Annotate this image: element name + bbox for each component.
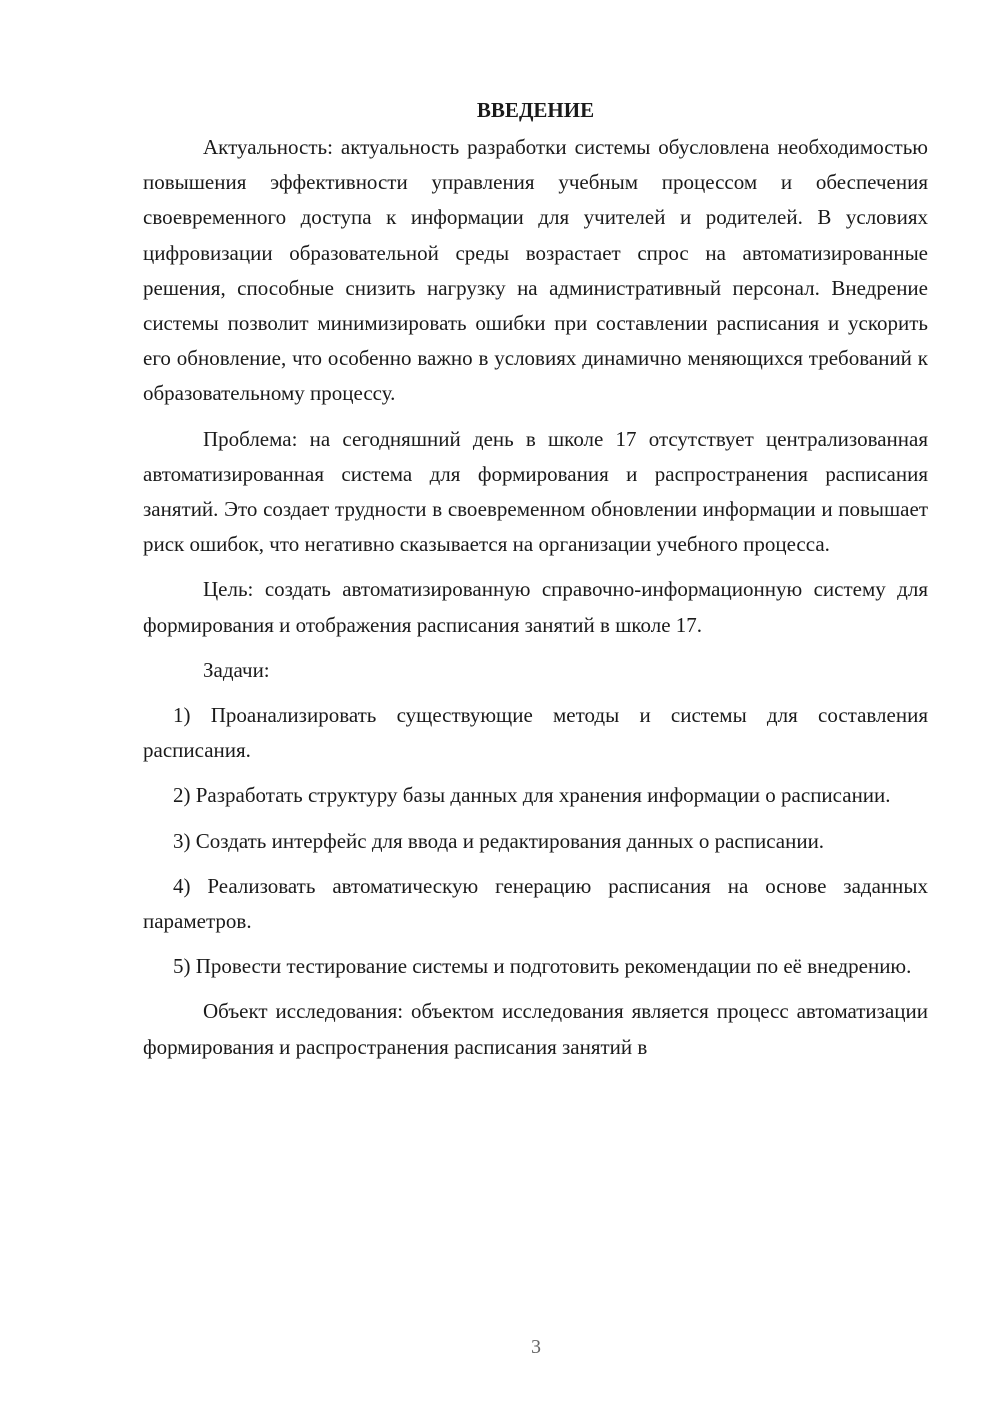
task-item-4: 4) Реализовать автоматическую генерацию расписания на основе заданных параметров. (143, 873, 928, 934)
task-item-3: 3) Создать интерфейс для ввода и редактирования данных о расписании. (173, 828, 825, 853)
task-item-5: 5) Провести тестирование системы и подготовить рекомендации по её внедрению. (173, 954, 912, 979)
page-content (143, 92, 928, 1065)
paragraph-problem: Проблема: на сегодняшний день в школе 17 отсутствует централизованная автоматизированная система для формирования и распространения расписания занятий. Это создает трудности в своевременном обновлении информации и повышает риск ошибок, что негативно сказывается на организации учебного процесса. (143, 426, 928, 557)
section-title: ВВЕДЕНИЕ (476, 98, 595, 122)
task-item-1: 1) Проанализировать существующие методы и системы для составления расписания. (143, 703, 928, 763)
paragraph-relevance: Актуальность: актуальность разработки системы обусловлена необходимостью повышения эффективности управления учебным процессом и обеспечения своевременного доступа к информации для учителей и родителей. В условиях цифровизации образовательной среды возрастает спрос на автоматизированные решения, способные снизить нагрузку на административный персонал. Внедрение системы позволит минимизировать ошибки при составлении расписания и ускорить его обновление, что особенно важно в условиях динамично меняющихся требований к образовательному процессу. (143, 135, 928, 406)
task-item-2: 2) Разработать структуру базы данных для хранения информации о расписании. (173, 783, 891, 808)
paragraph-goal: Цель: создать автоматизированную справочно-информационную систему для формирования и отображения расписания занятий в школе 17. (143, 577, 928, 637)
page-number: 3 (531, 1336, 541, 1358)
paragraph-research-object: Объект исследования: объектом исследования является процесс автоматизации формирования и распространения расписания занятий в (143, 999, 928, 1059)
paragraph-tasks-heading: Задачи: (203, 657, 270, 682)
